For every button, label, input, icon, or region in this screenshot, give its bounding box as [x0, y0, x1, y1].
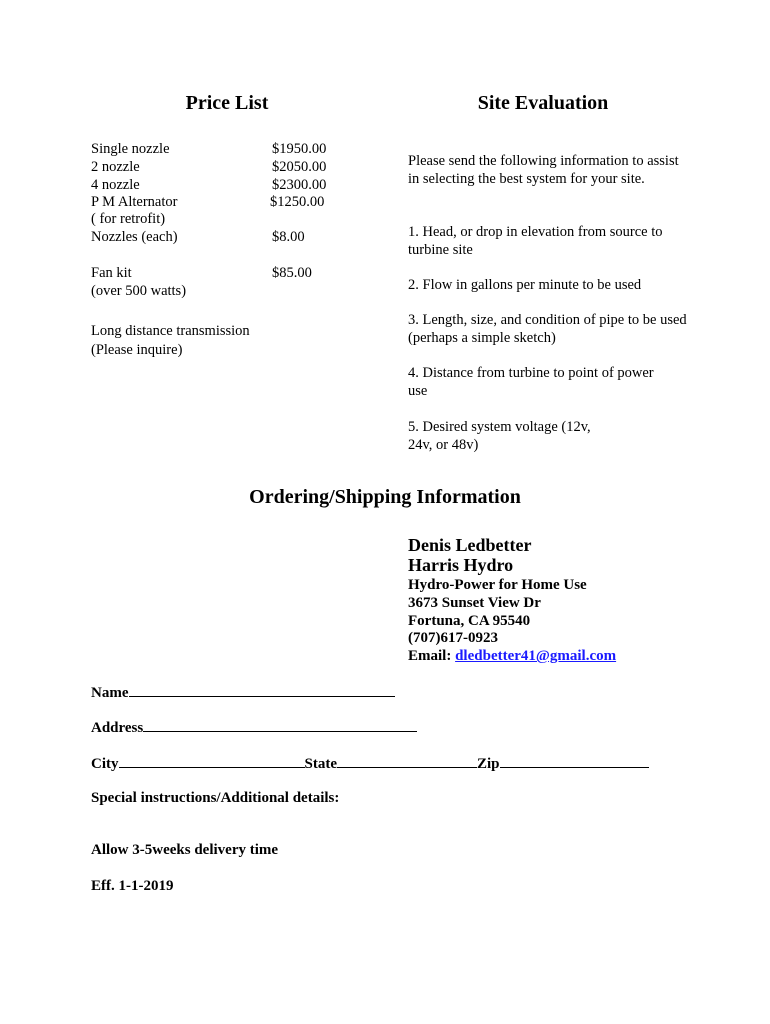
- price-item-value: $1950.00: [272, 141, 327, 157]
- ordering-heading: Ordering/Shipping Information: [249, 486, 521, 508]
- name-label: Name: [91, 685, 129, 701]
- effective-date: Eff. 1-1-2019: [91, 878, 174, 894]
- price-item-label: Fan kit: [91, 265, 132, 281]
- price-item-label: ( for retrofit): [91, 211, 166, 227]
- site-item: 5. Desired system voltage (12v, 24v, or 48v): [408, 419, 591, 453]
- city-state-zip-row: [91, 753, 649, 773]
- special-instructions-label: Special instructions/Additional details:: [91, 790, 340, 806]
- company-name: Harris Hydro: [408, 555, 514, 575]
- email-line: [408, 647, 616, 665]
- price-item-label: (over 500 watts): [91, 283, 187, 299]
- price-item-label: Single nozzle: [91, 141, 170, 157]
- price-row: [91, 176, 351, 194]
- city-label: City: [91, 756, 119, 772]
- street-address: 3673 Sunset View Dr: [408, 595, 541, 611]
- price-row: [91, 193, 351, 211]
- contact-name: Denis Ledbetter: [408, 535, 532, 555]
- company-tagline: Hydro-Power for Home Use: [408, 577, 587, 593]
- price-row: [91, 228, 351, 246]
- price-item-label: Nozzles (each): [91, 229, 178, 245]
- address-field[interactable]: [143, 717, 417, 732]
- price-row: [91, 210, 351, 228]
- price-item-value: $1250.00: [270, 194, 325, 210]
- site-evaluation-heading: Site Evaluation: [477, 92, 609, 114]
- zip-label: Zip: [477, 756, 500, 772]
- name-field[interactable]: [129, 682, 395, 697]
- long-distance-inquire: (Please inquire): [91, 342, 183, 358]
- site-intro: Please send the following information to assist in selecting the best system for your site.: [408, 153, 679, 187]
- name-row: [91, 682, 395, 702]
- price-row: [91, 264, 351, 282]
- price-row: [91, 158, 351, 176]
- price-item-value: $2050.00: [272, 159, 327, 175]
- zip-field[interactable]: [500, 753, 649, 768]
- long-distance-note: Long distance transmission: [91, 323, 250, 339]
- price-item-value: $8.00: [272, 229, 305, 245]
- city-state-zip: Fortuna, CA 95540: [408, 613, 531, 629]
- site-item: 2. Flow in gallons per minute to be used: [408, 277, 642, 293]
- city-field[interactable]: [119, 753, 305, 768]
- price-item-value: $85.00: [272, 265, 312, 281]
- price-item-label: 4 nozzle: [91, 177, 140, 193]
- address-row: [91, 717, 417, 737]
- phone-number: (707)617-0923: [408, 630, 498, 646]
- address-label: Address: [91, 720, 144, 736]
- price-item-value: $2300.00: [272, 177, 327, 193]
- price-row: [91, 282, 351, 300]
- state-field[interactable]: [337, 753, 477, 768]
- site-item: 4. Distance from turbine to point of power use: [408, 365, 654, 399]
- price-list-heading: Price List: [185, 92, 269, 114]
- email-link[interactable]: dledbetter41@gmail.com: [455, 648, 617, 664]
- price-item-label: P M Alternator: [91, 194, 178, 210]
- site-item: 1. Head, or drop in elevation from source to turbine site: [408, 224, 663, 258]
- state-label: State: [304, 756, 337, 772]
- delivery-note: Allow 3-5weeks delivery time: [91, 842, 279, 858]
- email-label: Email:: [408, 648, 452, 664]
- price-row: [91, 140, 351, 158]
- price-item-label: 2 nozzle: [91, 159, 140, 175]
- site-item: 3. Length, size, and condition of pipe to be used (perhaps a simple sketch): [408, 312, 687, 346]
